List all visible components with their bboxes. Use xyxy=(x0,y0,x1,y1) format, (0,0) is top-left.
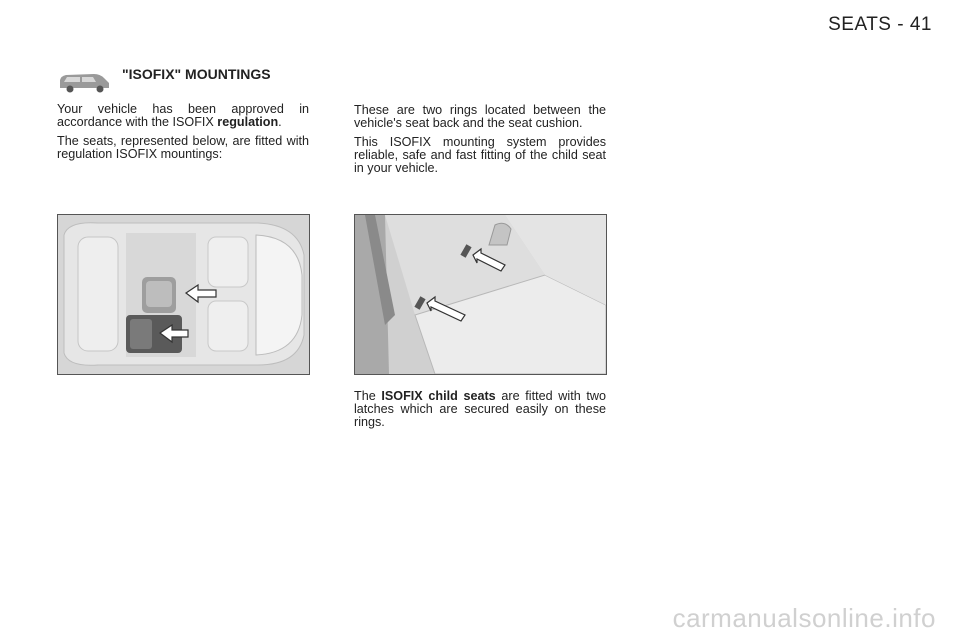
vehicle-icon xyxy=(56,70,112,94)
watermark: carmanualsonline.info xyxy=(672,603,936,633)
rings-text xyxy=(354,104,606,181)
isofix-child-seats-bold: ISOFIX child seats xyxy=(381,389,496,403)
latches-paragraph: The ISOFIX child seats are fitted with two latches which are secured easily on these rings. xyxy=(354,389,607,429)
intro-text xyxy=(57,103,309,167)
page-header: SEATS - 41 xyxy=(828,14,932,35)
section-title: "ISOFIX" MOUNTINGS xyxy=(122,66,271,82)
child-seat-text xyxy=(354,390,606,435)
seats-paragraph: The seats, represented below, are fitted with regulation ISOFIX mountings: xyxy=(57,134,309,161)
rings-paragraph: These are two rings located between the vehicle's seat back and the seat cushion. xyxy=(354,103,606,130)
seat-rings-illustration xyxy=(355,215,606,374)
vehicle-top-view-figure xyxy=(57,214,310,375)
regulation-bold: regulation xyxy=(217,115,279,129)
system-paragraph: This ISOFIX mounting system provides reliable, safe and fast fitting of the child seat in your vehicle. xyxy=(354,135,606,175)
approval-paragraph: Your vehicle has been approved in accordance with the ISOFIX regulation. xyxy=(57,102,309,129)
vehicle-top-view-illustration xyxy=(58,215,309,374)
seat-rings-figure xyxy=(354,214,607,375)
